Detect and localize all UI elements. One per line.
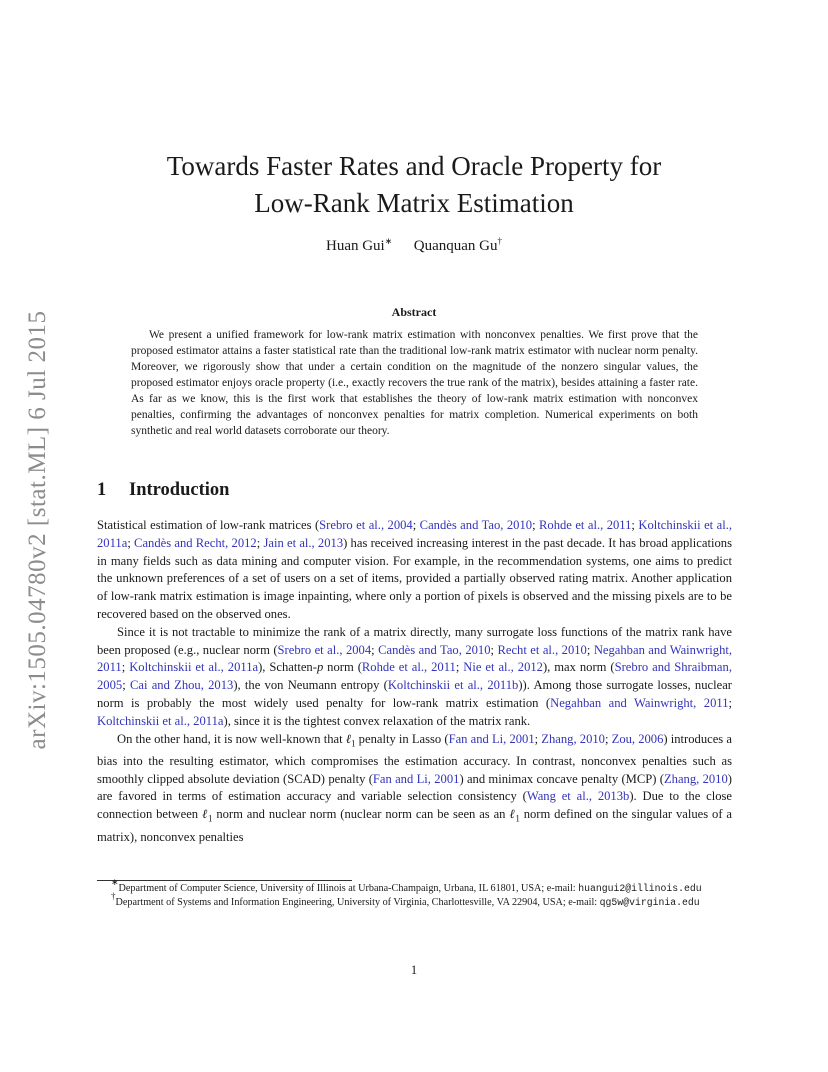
footnote-email[interactable]: huangui2@illinois.edu (578, 883, 702, 894)
footnote-text: Department of Computer Science, University of Illinois at Urbana-Champaign, Urbana, IL 61801, USA; e-mail: (118, 883, 579, 894)
citation-link[interactable]: Srebro et al., 2004 (277, 642, 372, 657)
author-footnote-mark[interactable]: ∗ (384, 236, 393, 246)
arxiv-identifier: arXiv:1505.04780v2 [stat.ML] 6 Jul 2015 (24, 310, 51, 750)
citation-link[interactable]: Zou, 2006 (611, 731, 664, 746)
citation-link[interactable]: Candès and Tao, 2010 (378, 642, 491, 657)
citation-link[interactable]: Zhang, 2010 (541, 731, 605, 746)
body-text-run: ; (534, 731, 542, 746)
citation-link[interactable]: Wang et al., 2013b (526, 789, 630, 804)
body-text-run: ; (631, 518, 639, 532)
title-line-1: Towards Faster Rates and Oracle Property for (166, 151, 662, 181)
body-text-run: ; (121, 660, 130, 675)
citation-link[interactable]: Recht et al., 2010 (497, 642, 587, 657)
section-number: 1 (97, 480, 107, 500)
body-text-run: ; (122, 678, 130, 693)
body-text-run: norm ( (323, 660, 362, 675)
title-line-2: Low-Rank Matrix Estimation (254, 188, 574, 218)
paper-title (0, 148, 828, 222)
abstract-text: We present a unified framework for low-rank matrix estimation with nonconvex penalties. We first prove that the proposed estimator attains a faster statistical rate than the traditional low-rank matrix estimator with nuclear norm penalty. Moreover, we rigorously show that under a certain condition on the magnitude of the nonzero singular values, the proposed estimator enjoys oracle property (i.e., exactly recovers the true rank of the matrix), besides attaining a faster rate. As far as we know, this is the first work that establishes the theory of low-rank matrix estimation with nonconvex penalties, confirming the advantages of nonconvex penalties for matrix completion. Numerical experiments on both synthetic and real world datasets corroborate our theory. (131, 329, 698, 437)
body-text-run: ). Due to the close connection between (97, 789, 732, 822)
body-text-run: ; (604, 731, 612, 746)
body-text-run: ; (412, 518, 420, 532)
footnotes (97, 877, 732, 910)
body-text-run: norm defined on the singular values of a matrix), nonconvex penalties (97, 807, 733, 844)
citation-link[interactable]: Srebro et al., 2004 (319, 518, 413, 532)
citation-link[interactable]: Fan and Li, 2001 (448, 731, 535, 746)
citation-link[interactable]: Rohde et al., 2011 (361, 660, 456, 675)
citation-link[interactable]: Negahban and Wainwright, 2011 (97, 642, 733, 675)
section-heading (97, 480, 229, 501)
abstract-heading: Abstract (391, 305, 437, 319)
body-text-run: On the other hand, it is now well-known that (117, 731, 346, 746)
footnote-email[interactable]: qg5w@virginia.edu (599, 897, 700, 908)
author-name: Huan Gui (325, 238, 385, 254)
citation-link[interactable]: Fan and Li, 2001 (372, 771, 460, 786)
body-text-run: ) has received increasing interest in the past decade. It has broad applications in many fields such as data mining and computer vision. For example, in the recommendation systems, one aims to predict the unknown preferences of a set of users on a set of items, provided a partially observed rating matrix. Another application of low-rank matrix estimation is image inpainting, where only a portion of pixels is observed and the missing pixels are to be recovered based on the observed ones. (97, 535, 732, 621)
body-text-run: Statistical estimation of low-rank matrices ( (97, 518, 320, 532)
body-text-run: norm and nuclear norm (nuclear norm can be seen as an (212, 807, 510, 822)
body-text-run: ) are favored in terms of estimation accuracy and variable selection consistency ( (97, 771, 732, 804)
math-subscript: 1 (515, 813, 520, 824)
math-symbol: p (316, 660, 324, 675)
citation-link[interactable]: Rohde et al., 2011 (539, 518, 632, 532)
body-text-run: ; (490, 642, 498, 657)
math-subscript: 1 (351, 738, 356, 749)
math-symbol: ℓ (201, 807, 208, 822)
footnote-mark: ∗ (111, 877, 119, 887)
citation-link[interactable]: Candès and Tao, 2010 (419, 518, 533, 532)
citation-link[interactable]: Jain et al., 2013 (263, 535, 344, 550)
citation-link[interactable]: Koltchinskii et al., 2011a (97, 518, 732, 550)
math-symbol: ℓ (509, 807, 516, 822)
page-number: 1 (410, 963, 418, 977)
body-text-run: ), Schatten- (258, 660, 317, 675)
citation-link[interactable]: Negahban and Wainwright, 2011 (550, 695, 729, 710)
citation-link[interactable]: Zhang, 2010 (663, 771, 728, 786)
math-symbol: ℓ (345, 731, 352, 746)
footnote-divider (97, 880, 352, 881)
citation-link[interactable]: Koltchinskii et al., 2011a (97, 713, 224, 728)
body-text-run: ), max norm ( (542, 660, 615, 675)
footnote-mark: † (111, 891, 116, 901)
body-text-run: ; (127, 535, 135, 550)
citation-link[interactable]: Srebro and Shraibman, 2005 (97, 660, 732, 693)
body-text-run: ), since it is the tightest convex relaxation of the matrix rank. (223, 713, 531, 728)
body-text-run: ; (532, 518, 540, 532)
body-text-run: ) and minimax concave penalty (MCP) ( (459, 771, 664, 786)
citation-link[interactable]: Koltchinskii et al., 2011a (129, 660, 259, 675)
author-list (0, 238, 828, 255)
introduction-body (97, 517, 732, 846)
body-text-run: ; (728, 695, 732, 710)
footnote-text: Department of Systems and Information Engineering, University of Virginia, Charlottesville, VA 22904, USA; e-mail: (115, 897, 600, 908)
author-name: Quanquan Gu (413, 238, 498, 254)
footnote (97, 877, 732, 896)
body-paragraph (97, 731, 732, 847)
body-paragraph (97, 624, 732, 731)
citation-link[interactable]: Nie et al., 2012 (463, 660, 543, 675)
body-paragraph (97, 517, 732, 624)
body-text-run: ; (256, 535, 264, 550)
body-text-run: Since it is not tractable to minimize the rank of a matrix directly, many surrogate loss functions of the matrix rank have been proposed (e.g., nuclear norm ( (97, 624, 732, 657)
citation-link[interactable]: Candès and Recht, 2012 (134, 535, 257, 550)
footnote (97, 891, 732, 910)
body-text-run: ) introduces a bias into the resulting estimator, which compromises the estimation accuracy. In contrast, nonconvex penalties such as smoothly clipped absolute deviation (SCAD) penalty ( (97, 731, 732, 786)
body-text-run: ), the von Neumann entropy ( (233, 678, 388, 693)
body-text-run: ; (455, 660, 464, 675)
author-footnote-mark[interactable]: † (497, 236, 503, 246)
body-text-run: )). Among those surrogate losses, nuclear norm is probably the most widely used penalty for low-rank matrix estimation ( (97, 678, 732, 710)
citation-link[interactable]: Cai and Zhou, 2013 (129, 678, 234, 693)
section-title: Introduction (129, 480, 230, 500)
body-text-run: ; (371, 642, 379, 657)
math-subscript: 1 (207, 813, 213, 824)
body-text-run: ; (586, 642, 594, 657)
body-text-run: penalty in Lasso ( (355, 731, 449, 746)
citation-link[interactable]: Koltchinskii et al., 2011b (387, 678, 519, 693)
